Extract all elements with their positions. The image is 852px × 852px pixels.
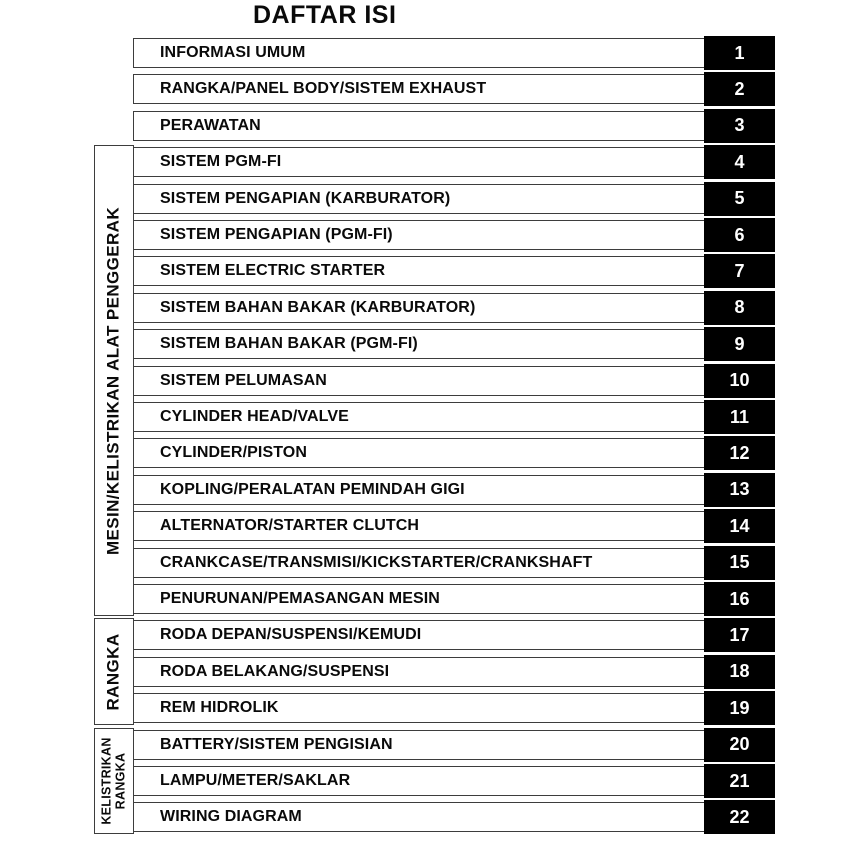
toc-row-label: CYLINDER HEAD/VALVE <box>160 408 349 425</box>
chapter-number: 19 <box>729 697 750 718</box>
toc-row-label: SISTEM BAHAN BAKAR (PGM-FI) <box>160 335 418 353</box>
toc-row-label: SISTEM PENGAPIAN (KARBURATOR) <box>160 189 451 207</box>
toc-row-label-box <box>133 511 705 541</box>
chapter-number-badge <box>704 764 775 798</box>
chapter-number-badge <box>704 473 775 507</box>
toc-row-label-box <box>133 730 705 760</box>
chapter-number-badge <box>704 691 775 725</box>
section-group-label <box>105 633 124 710</box>
chapter-number-badge <box>704 145 775 179</box>
toc-row-label: PERAWATAN <box>160 116 261 134</box>
toc-row-label: SISTEM PENGAPIAN (PGM-FI) <box>160 226 393 243</box>
toc-row-label: SISTEM PELUMASAN <box>160 371 327 389</box>
toc-row-label: ALTERNATOR/STARTER CLUTCH <box>160 517 420 535</box>
toc-row-label: RODA BELAKANG/SUSPENSI <box>160 662 390 680</box>
chapter-number: 21 <box>729 770 750 791</box>
toc-row-label-box <box>133 766 705 796</box>
chapter-number: 9 <box>734 333 745 354</box>
toc-row-label-box <box>133 657 705 687</box>
chapter-number-badge <box>704 400 775 434</box>
chapter-number-badge <box>704 728 775 762</box>
chapter-number-badge <box>704 254 775 288</box>
toc-row-label-box <box>133 693 705 723</box>
toc-row-label-box <box>133 438 705 468</box>
toc-row-label: SISTEM ELECTRIC STARTER <box>160 262 386 280</box>
chapter-number: 6 <box>734 224 745 245</box>
chapter-number: 17 <box>729 624 750 645</box>
chapter-number: 22 <box>729 806 750 827</box>
chapter-number-badge <box>704 618 775 652</box>
toc-row-label-box <box>133 220 705 250</box>
toc-row-label: REM HIDROLIK <box>160 699 279 717</box>
chapter-number-badge <box>704 327 775 361</box>
chapter-number: 2 <box>734 78 745 99</box>
section-group-label-line: RANGKA <box>113 752 127 810</box>
toc-row-label-box <box>133 402 705 432</box>
chapter-number-badge <box>704 182 775 216</box>
chapter-number: 14 <box>729 515 750 536</box>
chapter-number-badge <box>704 72 775 106</box>
chapter-number: 20 <box>729 734 750 755</box>
toc-row-label-box <box>133 584 705 614</box>
chapter-number: 12 <box>729 442 750 463</box>
chapter-number: 7 <box>734 260 745 281</box>
toc-row-label-box <box>133 147 705 177</box>
toc-row-label-box <box>133 366 705 396</box>
toc-row-label: LAMPU/METER/SAKLAR <box>160 772 351 789</box>
section-group-label <box>100 737 128 824</box>
chapter-number: 15 <box>729 552 750 573</box>
toc-row-label: INFORMASI UMUM <box>160 44 306 61</box>
chapter-number-badge <box>704 546 775 580</box>
chapter-number: 5 <box>734 188 745 209</box>
chapter-number-badge <box>704 436 775 470</box>
toc-row-label: BATTERY/SISTEM PENGISIAN <box>160 735 393 753</box>
toc-row-label-box <box>133 38 705 68</box>
toc-row-label-box <box>133 548 705 578</box>
toc-row-label: CYLINDER/PISTON <box>160 444 307 462</box>
section-group-box <box>94 728 134 835</box>
toc-row-label: SISTEM BAHAN BAKAR (KARBURATOR) <box>160 298 476 316</box>
chapter-number: 3 <box>734 115 745 136</box>
toc-row-label-box <box>133 475 705 505</box>
chapter-number-badge <box>704 36 775 70</box>
chapter-number: 4 <box>734 151 745 172</box>
toc-row-label: RANGKA/PANEL BODY/SISTEM EXHAUST <box>160 80 487 98</box>
toc-row-label-box <box>133 329 705 359</box>
chapter-number-badge <box>704 800 775 834</box>
section-group-box <box>94 618 134 725</box>
toc-row-label-box <box>133 256 705 286</box>
toc-row-label-box <box>133 620 705 650</box>
chapter-number: 18 <box>729 661 750 682</box>
chapter-number-badge <box>704 582 775 616</box>
chapter-number: 1 <box>734 42 745 63</box>
chapter-number-badge <box>704 509 775 543</box>
toc-row-label: SISTEM PGM-FI <box>160 153 282 171</box>
toc-row-label-box <box>133 802 705 832</box>
toc-row-label: PENURUNAN/PEMASANGAN MESIN <box>160 590 440 607</box>
toc-row-label-box <box>133 293 705 323</box>
section-group-label-line: KELISTRIKAN <box>99 737 114 825</box>
section-group-label-line: RANGKA <box>103 633 123 711</box>
chapter-number: 11 <box>729 406 750 427</box>
toc-row-label: WIRING DIAGRAM <box>160 808 302 826</box>
toc-row-label-box <box>133 74 705 104</box>
toc-row-label: RODA DEPAN/SUSPENSI/KEMUDI <box>160 626 422 644</box>
toc-row-label: CRANKCASE/TRANSMISI/KICKSTARTER/CRANKSHAFT <box>160 553 593 571</box>
chapter-number: 10 <box>729 370 750 391</box>
chapter-number-badge <box>704 291 775 325</box>
chapter-number-badge <box>704 109 775 143</box>
chapter-number-badge <box>704 218 775 252</box>
chapter-number: 13 <box>729 479 750 500</box>
toc-row-label-box <box>133 111 705 141</box>
section-group-label-line: MESIN/KELISTRIKAN ALAT PENGGERAK <box>103 206 123 555</box>
toc-row-label-box <box>133 184 705 214</box>
section-group-label <box>105 207 124 555</box>
page-title: DAFTAR ISI <box>253 1 397 29</box>
chapter-number: 16 <box>729 588 750 609</box>
toc-row-label: KOPLING/PERALATAN PEMINDAH GIGI <box>160 480 465 498</box>
section-group-box <box>94 145 134 616</box>
chapter-number: 8 <box>734 297 745 318</box>
chapter-number-badge <box>704 655 775 689</box>
chapter-number-badge <box>704 364 775 398</box>
